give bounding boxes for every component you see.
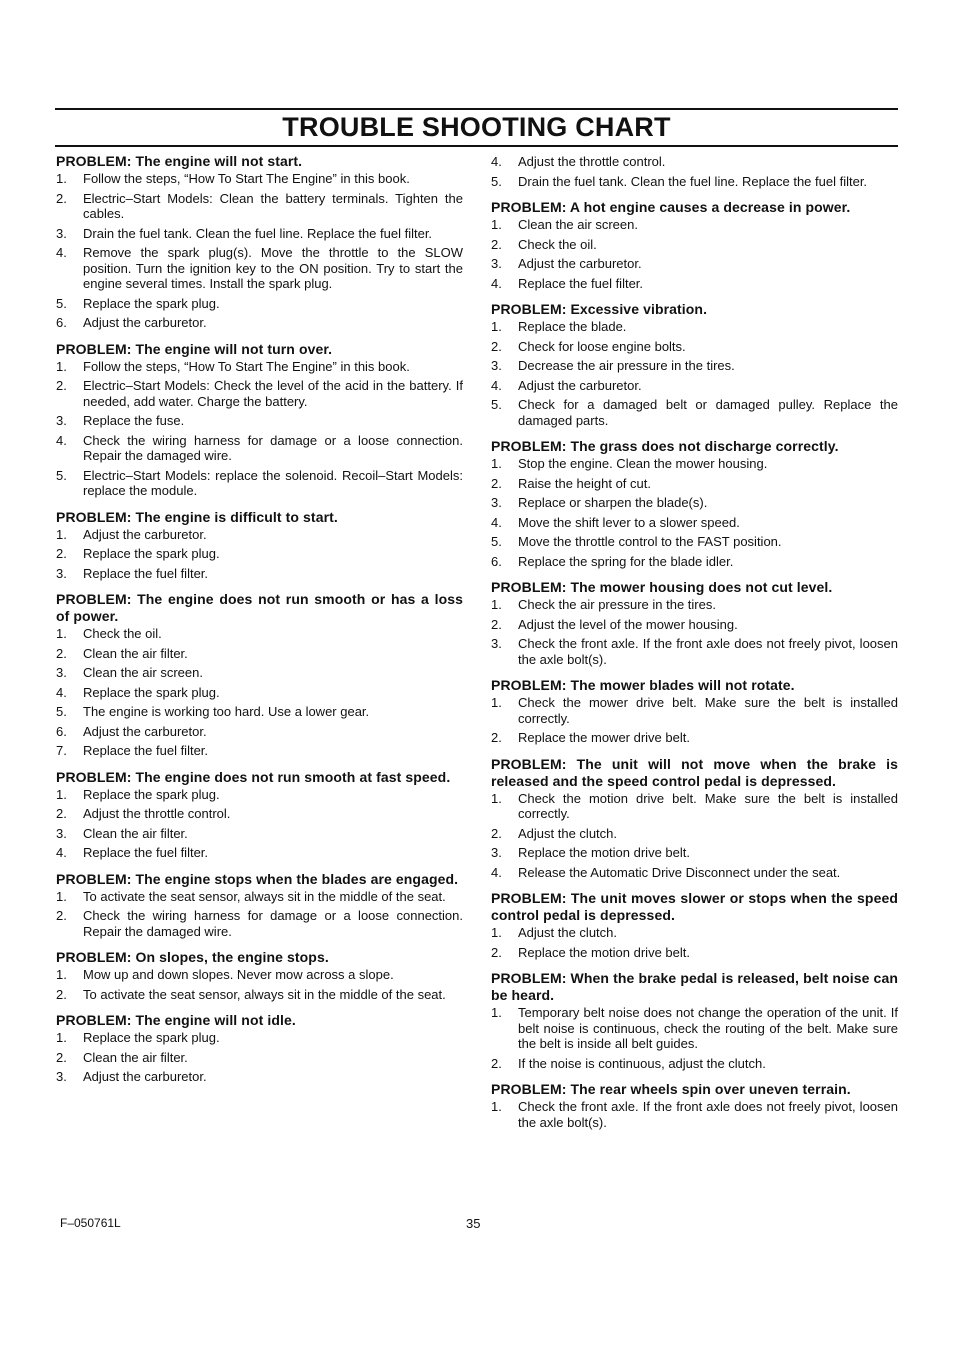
solution-number: 1. [491,790,502,806]
problem-title: PROBLEM: The grass does not discharge correctly. [491,438,839,454]
solution-text: To activate the seat sensor, always sit in the middle of the seat. [83,888,446,904]
solution-item [491,617,898,633]
solution-item [491,695,898,726]
title-rule-bottom [55,145,898,147]
solution-item [56,743,463,759]
solution-item [491,1005,898,1052]
solution-item [56,826,463,842]
solution-number: 2. [491,236,502,252]
solution-list [56,527,463,582]
problem-title: PROBLEM: The engine will not turn over. [56,340,333,357]
solution-number: 4. [491,154,502,169]
solution-number: 2. [56,190,67,206]
solution-list [491,456,898,569]
solution-list [491,319,898,428]
problem-section [56,949,463,1002]
solution-number: 4. [56,684,67,700]
solution-number: 1. [56,526,67,542]
solution-number: 2. [56,546,67,561]
solution-text: Adjust the carburetor. [83,1069,207,1084]
solution-item [491,339,898,355]
solution-text: Check the mower drive belt. Make sure the belt is installed correctly. [518,695,898,726]
problem-section [491,1081,898,1130]
solution-item [56,787,463,803]
solution-item [56,171,463,187]
solution-text: If the noise is continuous, adjust the clutch. [518,1055,766,1071]
solution-item [491,534,898,550]
solution-item [56,1030,463,1046]
solution-text: Follow the steps, “How To Start The Engine” in this book. [83,171,410,186]
solution-item [56,527,463,543]
solution-number: 6. [491,553,502,569]
solution-number: 6. [56,315,67,330]
solution-item [56,566,463,582]
solution-text: Replace the motion drive belt. [518,845,690,860]
solution-list [491,791,898,881]
problem-title: PROBLEM: The unit will not move when the brake is released and the speed control pedal is depressed. [491,755,898,789]
solution-number: 1. [491,695,502,710]
solution-number: 1. [491,319,502,334]
solution-text: Drain the fuel tank. Clean the fuel line. Replace the fuel filter. [518,173,868,189]
solution-text: Adjust the carburetor. [83,723,207,739]
solution-text: Clean the air filter. [83,1049,188,1065]
solution-text: Check the motion drive belt. Make sure the belt is installed correctly. [518,790,898,821]
solution-text: Adjust the carburetor. [83,315,207,330]
solution-text: Replace the blade. [518,319,627,334]
solution-number: 1. [56,967,67,982]
solution-item [491,865,898,881]
problem-section [491,301,898,428]
problem-section [491,677,898,746]
solution-item [491,791,898,822]
solution-number: 2. [491,616,502,632]
solution-item [491,730,898,746]
solution-text: Raise the height of cut. [518,475,651,491]
problem-title: PROBLEM: The engine will not start. [56,153,303,169]
solution-text: Replace the motion drive belt. [518,944,690,960]
solution-list [491,217,898,291]
solution-text: Check the front axle. If the front axle does not freely pivot, loosen the axle bolt(s). [518,636,898,667]
solution-item [491,237,898,253]
solution-number: 2. [491,825,502,841]
solution-number: 4. [56,245,67,260]
solution-number: 3. [56,825,67,841]
solution-number: 4. [491,275,502,291]
solution-number: 1. [56,358,67,374]
solution-item [56,433,463,464]
solution-number: 1. [491,456,502,471]
solution-number: 2. [56,986,67,1002]
solution-text: Replace the spark plug. [83,1030,220,1045]
solution-text: Move the shift lever to a slower speed. [518,514,740,530]
solution-item [56,685,463,701]
solution-list [56,171,463,331]
solution-number: 1. [56,1030,67,1045]
solution-text: Replace or sharpen the blade(s). [518,495,708,510]
solution-item [56,665,463,681]
problem-title: PROBLEM: A hot engine causes a decrease in power. [491,199,851,215]
solution-number: 6. [56,723,67,739]
solution-number: 4. [491,864,502,880]
solution-item [56,626,463,642]
problem-title: PROBLEM: Excessive vibration. [491,301,708,317]
solution-item [56,1050,463,1066]
solution-item [56,245,463,292]
solution-item [56,468,463,499]
solution-number: 3. [491,495,502,510]
solution-number: 3. [491,256,502,271]
solution-item [56,296,463,312]
problem-section [56,509,463,582]
solution-number: 2. [491,730,502,745]
solution-text: Adjust the throttle control. [518,154,666,169]
solution-list [56,889,463,940]
solution-text: Remove the spark plug(s). Move the throttle to the SLOW position. Turn the ignition key to the ON position. Try to start the engine several times. Install the spark plug. [83,245,463,291]
solution-item [56,546,463,562]
problem-section [491,438,898,569]
solution-number: 3. [56,1069,67,1084]
solution-item [491,495,898,511]
solution-number: 2. [56,908,67,923]
solution-text: Replace the fuel filter. [83,845,209,860]
solution-item [56,908,463,939]
problem-section [491,154,898,189]
solution-list [491,154,898,189]
solution-number: 1. [56,626,67,641]
solution-item [491,217,898,233]
solution-text: Electric–Start Models: Check the level of the acid in the battery. If needed, add water. Charge the battery. [83,378,463,409]
solution-item [56,704,463,720]
solution-text: Move the throttle control to the FAST position. [518,534,782,549]
solution-text: Drain the fuel tank. Clean the fuel line. Replace the fuel filter. [83,225,433,241]
solution-item [56,1069,463,1085]
solution-item [56,359,463,375]
solution-text: Clean the air filter. [83,645,188,661]
solution-item [491,845,898,861]
solution-text: Adjust the carburetor. [518,256,642,271]
solution-item [491,276,898,292]
solution-item [491,256,898,272]
solution-list [491,925,898,960]
right-column [491,153,898,1140]
solution-item [491,826,898,842]
solution-item [491,397,898,428]
solution-item [491,515,898,531]
solution-text: Replace the spark plug. [83,786,220,802]
solution-text: Replace the spark plug. [83,295,220,311]
problem-section [56,591,463,759]
solution-number: 1. [491,925,502,940]
solution-item [56,378,463,409]
solution-number: 1. [491,597,502,612]
solution-text: Check for a damaged belt or damaged pulley. Replace the damaged parts. [518,397,898,428]
problem-section [56,871,463,940]
solution-text: Replace the fuel filter. [518,275,644,291]
solution-text: Check the wiring harness for damage or a loose connection. Repair the damaged wire. [83,908,463,939]
solution-item [491,319,898,335]
solution-list [491,695,898,746]
solution-number: 7. [56,743,67,758]
solution-list [56,626,463,759]
solution-item [491,358,898,374]
page-title: TROUBLE SHOOTING CHART [282,112,671,142]
solution-text: Adjust the level of the mower housing. [518,616,738,632]
solution-list [56,967,463,1002]
solution-number: 5. [56,467,67,483]
solution-text: To activate the seat sensor, always sit in the middle of the seat. [83,986,446,1002]
solution-number: 3. [56,565,67,581]
problem-title: PROBLEM: When the brake pedal is released, belt noise can be heard. [491,970,898,1003]
solution-text: Replace the mower drive belt. [518,730,690,745]
problem-title: PROBLEM: On slopes, the engine stops. [56,949,329,965]
solution-text: The engine is working too hard. Use a lower gear. [83,704,370,719]
problem-title: PROBLEM: The engine will not idle. [56,1012,296,1028]
problem-section [56,1012,463,1085]
solution-text: Check the front axle. If the front axle does not freely pivot, loosen the axle bolt(s). [518,1099,898,1130]
solution-number: 5. [491,397,502,412]
left-column [56,153,463,1095]
solution-text: Adjust the clutch. [518,925,617,940]
solution-item [56,987,463,1003]
solution-item [56,191,463,222]
solution-text: Replace the fuel filter. [83,565,209,581]
solution-text: Replace the spark plug. [83,546,220,561]
problem-title: PROBLEM: The rear wheels spin over uneven terrain. [491,1081,851,1097]
solution-item [56,806,463,822]
solution-text: Replace the fuse. [83,413,185,428]
solution-text: Decrease the air pressure in the tires. [518,358,735,373]
solution-number: 3. [56,413,67,428]
problem-section [491,199,898,291]
solution-text: Clean the air screen. [518,217,638,232]
solution-number: 5. [56,295,67,311]
solution-text: Clean the air filter. [83,825,188,841]
solution-item [491,945,898,961]
solution-text: Electric–Start Models: Clean the battery terminals. Tighten the cables. [83,190,463,221]
solution-number: 5. [56,704,67,719]
solution-number: 2. [491,1055,502,1071]
page-number: 35 [466,1216,481,1231]
problem-section [56,341,463,499]
solution-text: Follow the steps, “How To Start The Engine” in this book. [83,358,410,374]
solution-number: 1. [56,888,67,904]
problem-title: PROBLEM: The mower housing does not cut level. [491,579,833,595]
solution-text: Stop the engine. Clean the mower housing. [518,456,768,471]
solution-number: 2. [56,645,67,661]
solution-number: 3. [491,845,502,860]
solution-number: 1. [491,217,502,232]
solution-number: 3. [56,665,67,680]
solution-item [491,154,898,170]
solution-list [491,1099,898,1130]
solution-number: 2. [56,1049,67,1065]
problem-title: PROBLEM: The mower blades will not rotate. [491,677,795,693]
solution-number: 3. [491,358,502,373]
solution-number: 5. [491,173,502,189]
solution-item [491,456,898,472]
solution-text: Check the oil. [83,626,162,641]
solution-number: 1. [56,786,67,802]
solution-number: 1. [491,1005,502,1020]
solution-number: 2. [491,944,502,960]
solution-text: Adjust the throttle control. [83,806,231,821]
solution-item [491,554,898,570]
problem-title: PROBLEM: The engine stops when the blades are engaged. [56,870,459,887]
solution-number: 5. [491,534,502,549]
problem-section [56,769,463,861]
solution-item [491,925,898,941]
problem-section [491,756,898,881]
solution-number: 1. [56,171,67,186]
problem-section [491,970,898,1071]
problem-title: PROBLEM: The engine does not run smooth at fast speed. [56,768,451,785]
solution-item [56,315,463,331]
solution-number: 2. [491,338,502,354]
solution-list [491,1005,898,1071]
solution-item [491,476,898,492]
solution-number: 4. [491,377,502,393]
solution-text: Mow up and down slopes. Never mow across a slope. [83,967,394,982]
solution-text: Adjust the carburetor. [83,526,207,542]
solution-number: 4. [56,432,67,448]
solution-text: Check for loose engine bolts. [518,338,686,354]
solution-item [56,845,463,861]
solution-text: Clean the air screen. [83,665,203,680]
solution-text: Adjust the carburetor. [518,377,642,393]
solution-number: 4. [491,514,502,530]
solution-item [56,724,463,740]
solution-list [56,787,463,861]
solution-number: 3. [56,225,67,241]
problem-title: PROBLEM: The engine is difficult to start. [56,508,338,525]
solution-text: Temporary belt noise does not change the operation of the unit. If belt noise is continuous, check the routing of the belt. Make sure the belt is inside all belt guides. [518,1005,898,1051]
solution-list [56,1030,463,1085]
problem-title: PROBLEM: The engine does not run smooth or has a loss of power. [56,591,463,624]
document-code: F–050761L [60,1216,121,1230]
solution-item [56,226,463,242]
solution-text: Check the air pressure in the tires. [518,597,716,612]
problem-title: PROBLEM: The unit moves slower or stops when the speed control pedal is depressed. [491,890,898,923]
solution-item [491,1056,898,1072]
solution-item [56,967,463,983]
solution-number: 3. [491,636,502,651]
solution-number: 2. [56,806,67,821]
solution-text: Replace the fuel filter. [83,743,209,758]
solution-text: Release the Automatic Drive Disconnect under the seat. [518,864,841,880]
solution-item [56,413,463,429]
solution-number: 2. [491,475,502,491]
solution-text: Check the oil. [518,236,597,252]
solution-item [491,174,898,190]
problem-section [491,579,898,667]
solution-item [491,597,898,613]
solution-number: 2. [56,378,67,393]
solution-item [56,646,463,662]
solution-list [491,597,898,667]
solution-text: Adjust the clutch. [518,825,617,841]
solution-item [491,636,898,667]
solution-text: Replace the spark plug. [83,684,220,700]
solution-item [491,378,898,394]
problem-section [56,153,463,331]
solution-text: Replace the spring for the blade idler. [518,553,734,569]
solution-text: Electric–Start Models: replace the solenoid. Recoil–Start Models: replace the module. [83,467,463,498]
solution-item [491,1099,898,1130]
solution-list [56,359,463,499]
problem-section [491,890,898,960]
solution-number: 1. [491,1099,502,1114]
solution-text: Check the wiring harness for damage or a loose connection. Repair the damaged wire. [83,432,463,463]
solution-item [56,889,463,905]
solution-number: 4. [56,845,67,860]
